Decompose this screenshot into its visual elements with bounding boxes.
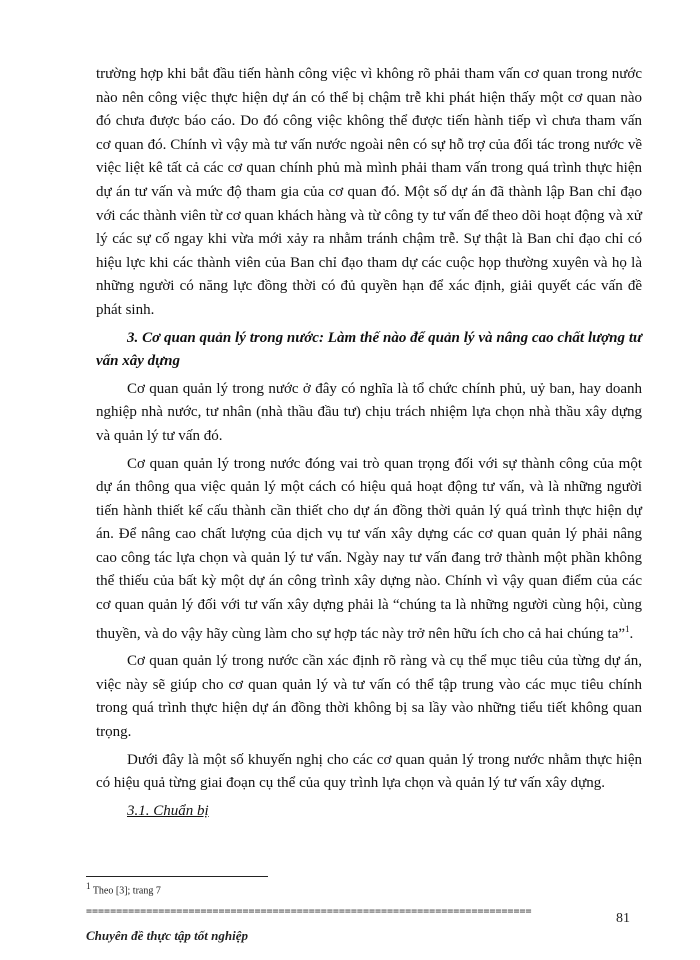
paragraph: Dưới đây là một số khuyến nghị cho các cơ quan quản lý trong nước nhằm thực hiện có hiệu quả từng giai đoạn cụ thể của quy trình lựa chọn và quản lý tư vấn xây dựng. — [96, 751, 642, 792]
footnote-divider — [86, 876, 268, 877]
footnote-mark: 1 — [86, 881, 91, 891]
subsection-heading: 3.1. Chuẩn bị — [127, 802, 209, 819]
footnote — [86, 881, 161, 896]
footnote-text: Theo [3]; trang 7 — [90, 885, 161, 897]
paragraph-text: Cơ quan quản lý trong nước đóng vai trò quan trọng đối với sự thành công của một dự án thông qua việc quản lý một cách có hiệu quả hoạt động tư vấn, và là những người tiến hành thiết kế cấu thành cần thiết cho dự án đồng thời quản lý quá trình thực hiện dự án. Để nâng cao chất lượng của dịch vụ tư vấn xây dựng các cơ quan quản lý phải nâng cao công tác lựa chọn và quản lý tư vấn. Ngày nay tư vấn đang trở thành một phần không thể thiếu của bất kỳ một dự án công trình xây dựng nào. Chính vì vậy quan điểm của các cơ quan quản lý đối với tư vấn xây dựng phải là “chúng ta là những người cùng hội, cùng thuyền, và do vậy hãy cùng làm cho sự hợp tác này trở nên hữu ích cho cả hai chúng ta” — [96, 455, 642, 642]
page-number: 81 — [616, 911, 630, 926]
paragraph: Cơ quan quản lý trong nước ở đây có nghĩa là tổ chức chính phủ, uỷ ban, hay doanh nghiệp nhà nước, tư nhân (nhà thầu đầu tư) chịu trách nhiệm lựa chọn nhà thầu xây dựng và quản lý tư vấn đó. — [96, 380, 642, 444]
paragraph: Cơ quan quản lý trong nước cần xác định rõ ràng và cụ thể mục tiêu của từng dự án, việc này sẽ giúp cho cơ quan quản lý và tư vấn có thể tập trung vào các mục tiêu chính trong quá trình thực hiện dự án đồng thời không bị sa lầy vào những tiểu tiết không quan trọng. — [96, 653, 642, 741]
paragraph-with-footnote — [96, 453, 642, 647]
footer-separator: ========================================================================== — [86, 908, 532, 916]
section-heading: 3. Cơ quan quản lý trong nước: Làm thế nào để quản lý và nâng cao chất lượng tư vấn xây dựng — [96, 329, 642, 370]
paragraph-end: . — [629, 625, 634, 642]
body-text — [96, 63, 642, 823]
footer-title: Chuyên đề thực tập tốt nghiệp — [86, 928, 248, 943]
footnote-reference[interactable]: 1 — [625, 623, 630, 634]
paragraph: trường hợp khi bắt đầu tiến hành công việc vì không rõ phải tham vấn cơ quan trong nước nào nên công việc thực hiện dự án có thể bị chậm trễ khi phát hiện thấy một cơ quan nào đó chưa được báo cáo. Do đó công việc không thể được tiến hành tiếp vì chưa tham vấn cơ quan đó. Chính vì vậy mà tư vấn nước ngoài nên có sự hỗ trợ của đối tác trong nước về việc liệt kê tất cả các cơ quan chính phủ mà mình phải tham vấn trong quá trình thực hiện dự án tư vấn và mức độ tham gia của cơ quan đó. Một số dự án đã thành lập Ban chỉ đạo với các thành viên từ cơ quan khách hàng và từ công ty tư vấn để theo dõi hoạt động và xử lý các sự cố ngay khi vừa mới xảy ra nhằm tránh chậm trễ. Sự thật là Ban chỉ đạo chỉ có hiệu lực khi các thành viên của Ban chỉ đạo tham dự các cuộc họp thường xuyên và họ là những người có năng lực đồng thời có đủ quyền hạn để xác định, giải quyết các vấn đề phát sinh. — [96, 66, 642, 318]
